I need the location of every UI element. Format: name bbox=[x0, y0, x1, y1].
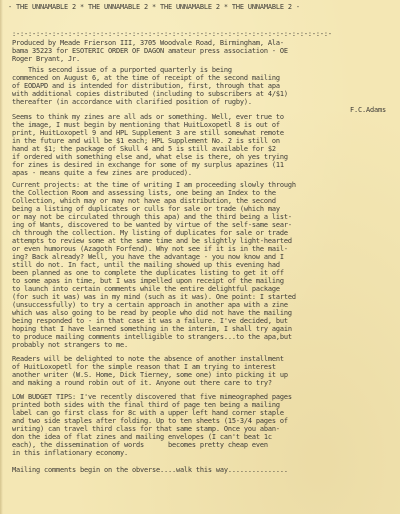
para2-line: the Collection Room and assessing lists, one being an Index to the bbox=[12, 189, 276, 197]
para2-line: or may not be circulated through this apa) and the third being a list- bbox=[12, 213, 292, 221]
intro-line: bama 35223 for ESOTERIC ORDER OF DAGON amateur press association - OE bbox=[12, 47, 288, 55]
closing-line: Mailing comments begin on the obverse....walk this way............... bbox=[12, 466, 288, 474]
para1-line: for zines is desired in exchange for some of my surplus apazines (11 bbox=[12, 161, 284, 169]
para4-line: printed both sides with the final third of page ten being a mailing bbox=[12, 401, 280, 409]
intro-line: Roger Bryant, Jr. bbox=[12, 55, 80, 63]
para1-line: the image, I must begin by mentioning that HuitLoxopetl 8 is out of bbox=[12, 121, 280, 129]
para4-line: don the idea of flat zines and mailing envelopes (I can't beat 1c bbox=[12, 433, 272, 441]
para2-line: or even humorous (Azagoth Forfend). Why not see if it is in the mail- bbox=[12, 245, 288, 253]
para3-line: another writer (W.S. Home, Dick Tierney, some one) into picking it up bbox=[12, 371, 288, 379]
para2-line: ing of Wants, discovered to be wanted by virtue of the self-same sear- bbox=[12, 221, 292, 229]
para4-line: writing) can travel third class for that same stamp. Once you aban- bbox=[12, 425, 280, 433]
para2-line: been planned as one to complete the duplicates listing to get it off bbox=[12, 269, 284, 277]
intro-line: thereafter (in accordance with clarified position of rugby). bbox=[12, 98, 252, 106]
para2-line: ch through the collection. My listing of duplicates for sale or trade bbox=[12, 229, 288, 237]
intro-line: of EODAPD and is intended for distribution, first, through that apa bbox=[12, 82, 280, 90]
intro-line: commenced on August 6, at the time of receipt of the second mailing bbox=[12, 74, 280, 82]
para2-line: hoping that I have learned something in the interim, I shall try again bbox=[12, 325, 292, 333]
para2-line: to launch into certain comments while the entire delightful package bbox=[12, 285, 280, 293]
para2-line: being a listing of duplicates or culls for sale or trade (which may bbox=[12, 205, 280, 213]
intro-line: with additional copies distributed (including to subscribers at 4/$1) bbox=[12, 90, 288, 98]
para3-line: Readers will be delighted to note the absence of another installment bbox=[12, 355, 284, 363]
intro-line: This second issue of a purported quarterly is being bbox=[12, 66, 232, 74]
para1-line: hand at $1; the package of Skull 4 and 5 is still available for $2 bbox=[12, 145, 276, 153]
para2-line: Current projects: at the time of writing I am proceeding slowly through bbox=[12, 181, 296, 189]
para2-line: ing? Back already? Well, you have the advantage - you now know and I bbox=[12, 253, 284, 261]
para1-line: apas - means quite a few zines are produced). bbox=[12, 169, 192, 177]
para2-line: Collection, which may or may not have apa distribution, the second bbox=[12, 197, 276, 205]
para2-line: which was also going to be read by people who did not have the mailing bbox=[12, 309, 292, 317]
para2-line: attempts to review some at the same time and be slightly light-hearted bbox=[12, 237, 292, 245]
para4-line: LOW BUDGET TIPS: I've recently discovered that five mimeographed pages bbox=[12, 393, 292, 401]
para2-line: being responded to - in that case it was a failure. I've decided, but bbox=[12, 317, 288, 325]
intro-line: Produced by Meade Frierson III, 3705 Woodvale Road, Birmingham, Ala- bbox=[12, 39, 284, 47]
para3-line: and making a round robin out of it. Anyone out there care to try? bbox=[12, 379, 272, 387]
para2-line: to produce mailing comments intelligible to strangers...to the apa,but bbox=[12, 333, 292, 341]
para1-line: in the future and will be $1 each; HPL Supplement No. 2 is still on bbox=[12, 137, 280, 145]
para2-line: probably not strangers to me. bbox=[12, 341, 128, 349]
page-edge-shadow bbox=[0, 0, 3, 514]
para4-line: in this inflationary economy. bbox=[12, 449, 128, 457]
para2-line: (for such it was) was in my mind (such as it was). One point: I started bbox=[12, 293, 296, 301]
para1-line: Seems to think my zines are all ads or something. Well, ever true to bbox=[12, 113, 284, 121]
para1-line: print, HuitLoxopetl 9 and HPL Supplement 3 are still somewhat remote bbox=[12, 129, 284, 137]
para3-line: of HuitLoxopetl for the simple reason that I am trying to interest bbox=[12, 363, 276, 371]
para2-line: still do not. In fact, until the mailing showed up this evening had bbox=[12, 261, 280, 269]
para2-line: (unsuccessfully) to try a certain approach in another apa with a zine bbox=[12, 301, 288, 309]
para4-line: each), the dissemination of words becomes pretty cheap even bbox=[12, 441, 268, 449]
para4-line: and two side staples after folding. Up to ten sheets (15-3/4 pages of bbox=[12, 417, 288, 425]
para1-line: if ordered with something else and, what else is there, oh yes trying bbox=[12, 153, 288, 161]
para2-line: to some apas in time, but I was impelled upon receipt of the mailing bbox=[12, 277, 284, 285]
para4-line: label can go first class for 8c with a upper left hand corner staple bbox=[12, 409, 284, 417]
header-rule: :-:-:-:-:-:-:-:-:-:-:-:-:-:-:-:-:-:-:-:-:-:-:-:-:-:-:-:-:-:-:-:-:-:-:-:-:-:-:-:- bbox=[12, 30, 332, 38]
zine-title-banner: - THE UNNAMABLE 2 * THE UNNAMABLE 2 * THE UNNAMABLE 2 * THE UNNAMABLE 2 - bbox=[8, 3, 300, 11]
signoff: F.C.Adams bbox=[350, 106, 386, 114]
